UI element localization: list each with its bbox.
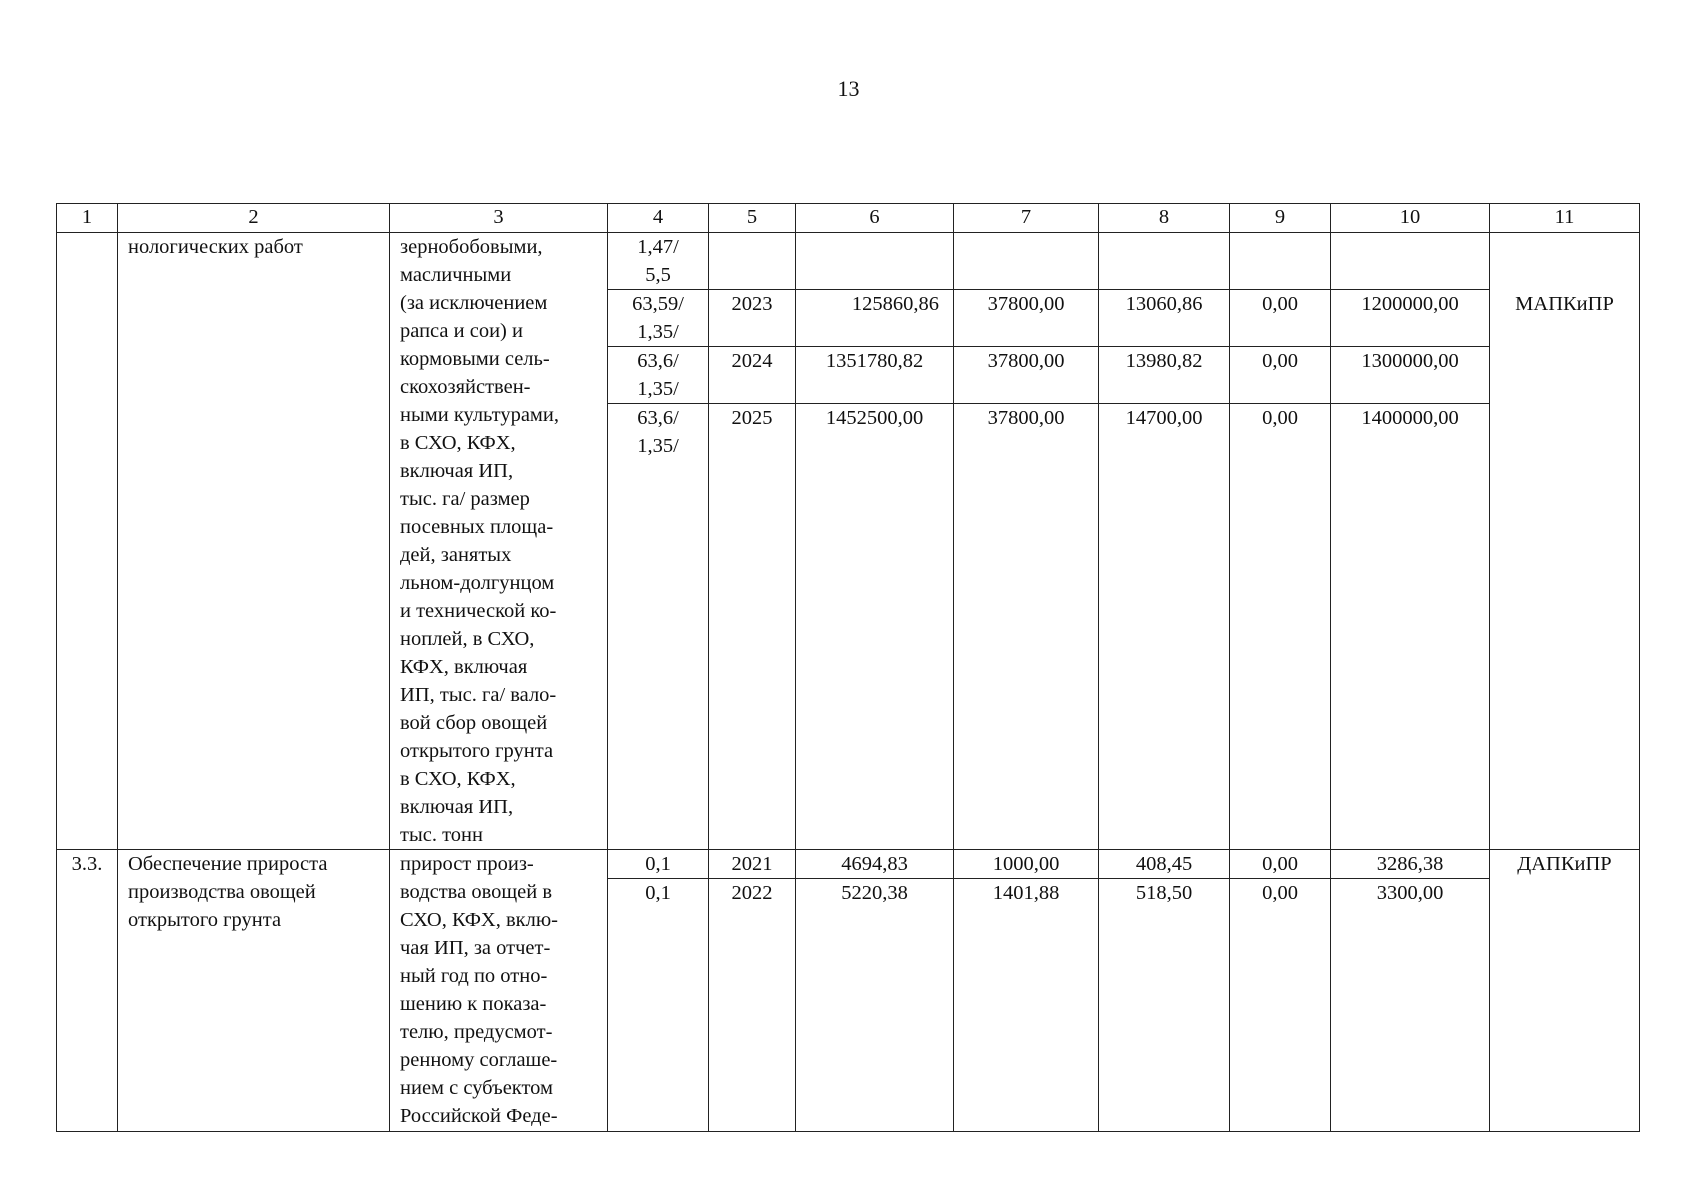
column-header: 6 xyxy=(796,204,954,233)
year-cell: 2023 xyxy=(709,290,796,347)
total-funding-cell: 1351780,82 xyxy=(796,347,954,404)
indicator-value-cell: 0,1 xyxy=(608,850,709,879)
year-cell: 2021 xyxy=(709,850,796,879)
other-funding-cell: 3286,38 xyxy=(1331,850,1490,879)
local-funding-cell: 0,00 xyxy=(1230,850,1331,879)
regional-funding-cell xyxy=(1099,233,1230,290)
other-funding-cell: 1400000,00 xyxy=(1331,404,1490,850)
column-header: 3 xyxy=(390,204,608,233)
column-header: 1 xyxy=(57,204,118,233)
indicator-value-cell: 63,6/ 1,35/ xyxy=(608,347,709,404)
column-header: 8 xyxy=(1099,204,1230,233)
table-row xyxy=(57,233,1640,290)
other-funding-cell: 3300,00 xyxy=(1331,879,1490,1132)
federal-funding-cell: 1401,88 xyxy=(954,879,1099,1132)
indicator-value-cell: 1,47/ 5,5 xyxy=(608,233,709,290)
other-funding-cell: 1300000,00 xyxy=(1331,347,1490,404)
regional-funding-cell: 518,50 xyxy=(1099,879,1230,1132)
column-header: 7 xyxy=(954,204,1099,233)
indicator-value-cell: 0,1 xyxy=(608,879,709,1132)
column-header: 9 xyxy=(1230,204,1331,233)
local-funding-cell: 0,00 xyxy=(1230,290,1331,347)
table-row xyxy=(57,850,1640,879)
federal-funding-cell: 37800,00 xyxy=(954,347,1099,404)
page-number: 13 xyxy=(837,76,860,101)
indicator-name-cell: зернобобовыми, масличными (за исключением рапса и сои) и кормовыми сель- скохозяйствен- ными культурами, в СХО, КФХ, включая ИП, тыс. га/ размер посевных площа- дей, занятых льном-долгунцом и технической ко- ноплей, в СХО, КФХ, включая ИП, тыс. га/ вало- вой сбор овощей открытого грунта в СХО, КФХ, включая ИП, тыс. тонн xyxy=(390,233,608,850)
column-header: 10 xyxy=(1331,204,1490,233)
other-funding-cell: 1200000,00 xyxy=(1331,290,1490,347)
regional-funding-cell: 408,45 xyxy=(1099,850,1230,879)
total-funding-cell: 1452500,00 xyxy=(796,404,954,850)
program-table xyxy=(56,203,1640,1132)
other-funding-cell xyxy=(1331,233,1490,290)
total-funding-cell: 125860,86 xyxy=(796,290,954,347)
item-number-cell: 3.3. xyxy=(57,850,118,1132)
responsible-cell: МАПКиПР xyxy=(1490,290,1640,850)
indicator-name-cell: прирост произ- водства овощей в СХО, КФХ, вклю- чая ИП, за отчет- ный год по отно- шению к показа- телю, предусмот- ренному соглаше- нием с субъектом Российской Феде- xyxy=(390,850,608,1132)
regional-funding-cell: 14700,00 xyxy=(1099,404,1230,850)
indicator-value-cell: 63,6/ 1,35/ xyxy=(608,404,709,850)
total-funding-cell: 5220,38 xyxy=(796,879,954,1132)
year-cell xyxy=(709,233,796,290)
federal-funding-cell xyxy=(954,233,1099,290)
local-funding-cell: 0,00 xyxy=(1230,347,1331,404)
local-funding-cell: 0,00 xyxy=(1230,404,1331,850)
total-funding-cell: 4694,83 xyxy=(796,850,954,879)
local-funding-cell: 0,00 xyxy=(1230,879,1331,1132)
responsible-cell: ДАПКиПР xyxy=(1490,850,1640,1132)
column-header: 11 xyxy=(1490,204,1640,233)
year-cell: 2022 xyxy=(709,879,796,1132)
federal-funding-cell: 37800,00 xyxy=(954,404,1099,850)
year-cell: 2025 xyxy=(709,404,796,850)
column-header: 4 xyxy=(608,204,709,233)
column-header: 2 xyxy=(118,204,390,233)
responsible-cell xyxy=(1490,233,1640,290)
indicator-value-cell: 63,59/ 1,35/ xyxy=(608,290,709,347)
federal-funding-cell: 37800,00 xyxy=(954,290,1099,347)
activity-name-cell: Обеспечение прироста производства овощей открытого грунта xyxy=(118,850,390,1132)
column-header: 5 xyxy=(709,204,796,233)
regional-funding-cell: 13980,82 xyxy=(1099,347,1230,404)
item-number-cell xyxy=(57,233,118,850)
year-cell: 2024 xyxy=(709,347,796,404)
total-funding-cell xyxy=(796,233,954,290)
column-number-row xyxy=(57,204,1640,233)
regional-funding-cell: 13060,86 xyxy=(1099,290,1230,347)
federal-funding-cell: 1000,00 xyxy=(954,850,1099,879)
local-funding-cell xyxy=(1230,233,1331,290)
activity-name-cell: нологических работ xyxy=(118,233,390,850)
